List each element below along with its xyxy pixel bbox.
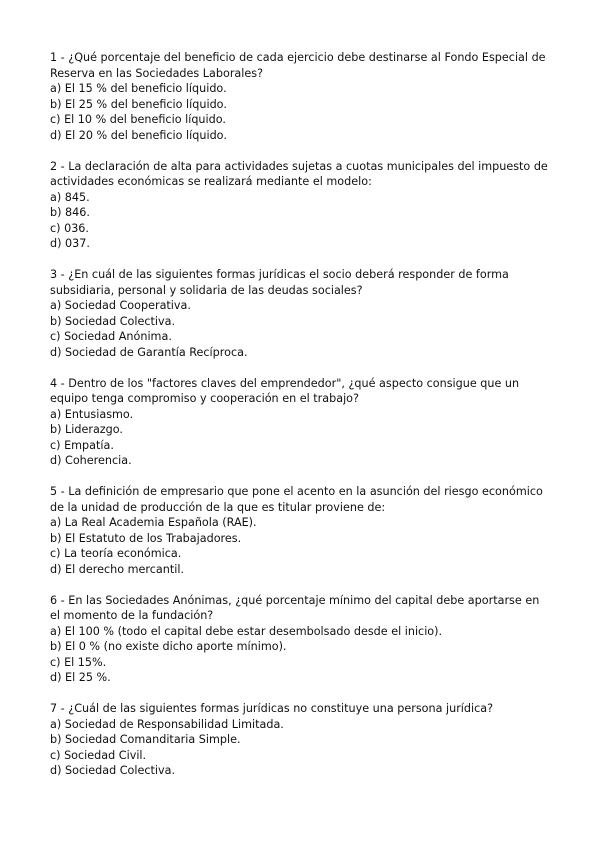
answer-option-a: a) La Real Academia Española (RAE). — [50, 516, 257, 529]
answer-option-c: c) Sociedad Anónima. — [50, 330, 172, 343]
question-2 — [50, 159, 550, 252]
question-5 — [50, 484, 550, 577]
question-stem-line: 4 - Dentro de los "factores claves del emprendedor", ¿qué aspecto consigue que un — [50, 376, 520, 390]
answer-option-a: a) 845. — [50, 190, 90, 204]
question-stem-line: equipo tenga compromiso y cooperación en el trabajo? — [50, 392, 359, 405]
question-stem-line: 2 - La declaración de alta para actividades sujetas a cuotas municipales del impuesto de — [50, 159, 548, 173]
question-stem-line: actividades económicas se realizará mediante el modelo: — [50, 175, 372, 188]
answer-option-b: b) 846. — [50, 206, 90, 219]
answer-option-d: d) Coherencia. — [50, 454, 132, 467]
answer-option-b: b) Sociedad Comanditaria Simple. — [50, 733, 241, 746]
question-1 — [50, 50, 550, 143]
question-stem-line: el momento de la fundación? — [50, 609, 214, 622]
answer-option-a: a) El 100 % (todo el capital debe estar desembolsado desde el inicio). — [50, 624, 443, 638]
answer-option-d: d) Sociedad de Garantía Recíproca. — [50, 345, 248, 359]
question-stem-line: 5 - La definición de empresario que pone el acento en la asunción del riesgo económico — [50, 485, 543, 498]
answer-option-b: b) El 0 % (no existe dicho aporte mínimo). — [50, 640, 287, 653]
question-7 — [50, 701, 550, 779]
answer-option-c: c) La teoría económica. — [50, 547, 182, 560]
answer-option-c: c) Empatía. — [50, 438, 114, 452]
answer-option-a: a) Entusiasmo. — [50, 407, 134, 421]
answer-option-d: d) 037. — [50, 237, 90, 250]
question-3 — [50, 267, 550, 360]
answer-option-d: d) El 25 %. — [50, 671, 111, 684]
question-stem-line: subsidiaria, personal y solidaria de las deudas sociales? — [50, 283, 363, 297]
answer-option-d: d) El 20 % del beneficio líquido. — [50, 128, 227, 142]
answer-option-c: c) 036. — [50, 221, 89, 235]
answer-option-d: d) El derecho mercantil. — [50, 562, 185, 576]
answer-option-b: b) El Estatuto de los Trabajadores. — [50, 531, 242, 545]
answer-option-c: c) El 10 % del beneficio líquido. — [50, 113, 226, 126]
question-4 — [50, 376, 550, 469]
answer-option-b: b) El 25 % del beneficio líquido. — [50, 97, 227, 111]
question-6 — [50, 593, 550, 686]
answer-option-a: a) Sociedad de Responsabilidad Limitada. — [50, 717, 284, 731]
answer-option-c: c) Sociedad Civil. — [50, 748, 147, 762]
answer-option-a: a) El 15 % del beneficio líquido. — [50, 82, 227, 95]
answer-option-d: d) Sociedad Colectiva. — [50, 764, 176, 777]
question-stem-line: 7 - ¿Cuál de las siguientes formas jurídicas no constituye una persona jurídica? — [50, 702, 494, 715]
question-stem-line: 6 - En las Sociedades Anónimas, ¿qué porcentaje mínimo del capital debe aportarse en — [50, 593, 540, 607]
question-stem-line: de la unidad de producción de la que es titular proviene de: — [50, 500, 386, 514]
answer-option-a: a) Sociedad Cooperativa. — [50, 299, 191, 312]
answer-option-c: c) El 15%. — [50, 655, 107, 669]
question-stem-line: 3 - ¿En cuál de las siguientes formas jurídicas el socio deberá responder de forma — [50, 268, 509, 281]
question-stem-line: Reserva en las Sociedades Laborales? — [50, 66, 264, 80]
question-stem-line: 1 - ¿Qué porcentaje del beneficio de cada ejercicio debe destinarse al Fondo Especial de — [50, 51, 546, 64]
answer-option-b: b) Liderazgo. — [50, 423, 123, 436]
exam-page — [50, 50, 550, 794]
answer-option-b: b) Sociedad Colectiva. — [50, 314, 176, 328]
